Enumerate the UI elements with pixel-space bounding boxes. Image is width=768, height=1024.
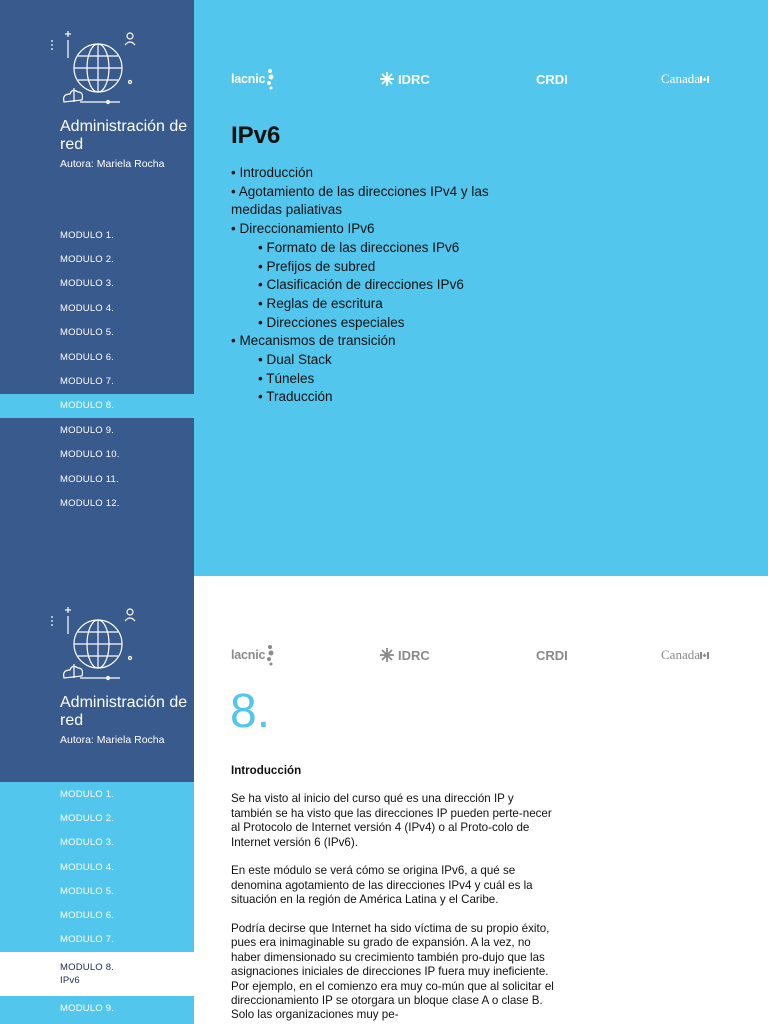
nav-module-5[interactable]: MODULO 5. xyxy=(60,885,115,897)
nav-module-12[interactable]: MODULO 12. xyxy=(60,497,120,509)
toc-item[interactable]: • Direccionamiento IPv6 xyxy=(231,221,375,237)
nav-module-4[interactable]: MODULO 4. xyxy=(60,302,115,314)
canada-logo xyxy=(661,642,712,668)
lacnic-dots-icon xyxy=(265,67,275,91)
nav-module-4[interactable]: MODULO 4. xyxy=(60,861,115,873)
globe-network-icon xyxy=(50,28,140,106)
lacnic-logo xyxy=(231,66,278,92)
paragraph: Podría decirse que Internet ha sido víctima de su propio éxito, pues era inimaginable su grado de expansión. A la vez, no haber dimensionado su crecimiento también pro-dujo que las asignaciones iniciales de direcciones IP fuera muy ineficiente. Por ejemplo, en el comienzo era muy co-mún que al solicitar el direccionamiento IP se otorgara un bloque clase A o clase B. Solo las organizaciones muy pe- xyxy=(231,922,554,1022)
idrc-logo-text: IDRC xyxy=(398,71,430,87)
nav-module-9[interactable]: MODULO 9. xyxy=(60,1002,115,1014)
chapter-number-digit: 8 xyxy=(230,685,257,738)
canada-logo-text: Canada xyxy=(661,71,700,86)
nav-module-9[interactable]: MODULO 9. xyxy=(60,424,115,436)
chapter-number-dot: . xyxy=(256,685,271,738)
nav-module-3[interactable]: MODULO 3. xyxy=(60,278,115,290)
nav-module-8-label: MODULO 8. xyxy=(60,962,115,974)
nav-module-11[interactable]: MODULO 11. xyxy=(60,473,119,485)
nav-module-8[interactable]: MODULO 8. xyxy=(0,394,194,418)
toc-subitem[interactable]: • Direcciones especiales xyxy=(258,314,405,330)
nav-module-6[interactable]: MODULO 6. xyxy=(60,910,115,922)
toc-subitem[interactable]: • Clasificación de direcciones IPv6 xyxy=(258,277,464,293)
idrc-logo xyxy=(379,66,430,92)
chapter-body xyxy=(231,764,557,1024)
section-heading: Introducción xyxy=(231,764,302,777)
crdi-logo: CRDI xyxy=(536,647,568,663)
document-title: Administración de red xyxy=(60,694,188,729)
table-of-contents xyxy=(231,164,531,407)
module-nav xyxy=(0,223,194,516)
toc-subitem[interactable]: • Prefijos de subred xyxy=(258,258,376,274)
nav-module-1[interactable]: MODULO 1. xyxy=(60,788,115,800)
lacnic-logo xyxy=(231,642,278,668)
document-author: Autora: Mariela Rocha xyxy=(60,158,165,170)
idrc-snowflake-icon xyxy=(379,71,395,87)
canada-flag-icon xyxy=(700,76,709,83)
document-title: Administración de red xyxy=(60,118,188,153)
idrc-snowflake-icon xyxy=(379,647,395,663)
lacnic-logo-text: lacnic xyxy=(231,648,266,662)
paragraph: En este módulo se verá cómo se origina IPv6, a qué se denomina agotamiento de las direcciones IPv4 y cuál es la situación en la región de América Latina y el Caribe. xyxy=(231,864,533,907)
nav-module-8[interactable] xyxy=(0,952,194,996)
page-2 xyxy=(0,576,768,1024)
toc-subitem[interactable]: • Reglas de escritura xyxy=(258,295,383,311)
canada-logo-text: Canada xyxy=(661,647,700,662)
globe-network-icon xyxy=(50,604,140,682)
chapter-number xyxy=(230,685,271,738)
nav-module-7[interactable]: MODULO 7. xyxy=(60,376,115,388)
module-title: IPv6 xyxy=(231,122,281,149)
nav-module-3[interactable]: MODULO 3. xyxy=(60,837,115,849)
paragraph: Se ha visto al inicio del curso qué es una dirección IP y también se ha visto que las direcciones IP pueden perte-necer al Protocolo de Internet versión 4 (IPv4) o al Proto-colo de Internet versión 6 (IPv6). xyxy=(231,792,552,849)
sponsor-logos xyxy=(231,66,711,92)
toc-item[interactable]: • Introducción xyxy=(231,165,314,180)
nav-module-7[interactable]: MODULO 7. xyxy=(60,934,115,946)
lacnic-dots-icon xyxy=(265,643,275,667)
toc-subitem[interactable]: • Dual Stack xyxy=(258,352,332,368)
document-author: Autora: Mariela Rocha xyxy=(60,734,165,746)
toc-subitem[interactable]: • Traducción xyxy=(258,389,333,405)
toc-subitem[interactable]: • Túneles xyxy=(258,370,315,386)
toc-subitem[interactable]: • Formato de las direcciones IPv6 xyxy=(258,239,460,255)
nav-module-8-sublabel: IPv6 xyxy=(60,975,80,987)
nav-module-2[interactable]: MODULO 2. xyxy=(60,254,115,266)
canada-flag-icon xyxy=(700,652,709,659)
nav-module-6[interactable]: MODULO 6. xyxy=(60,351,115,363)
toc-item[interactable]: • Agotamiento de las direcciones IPv4 y las medidas paliativas xyxy=(231,183,489,218)
nav-module-1[interactable]: MODULO 1. xyxy=(60,229,115,241)
sidebar xyxy=(0,576,194,1024)
sidebar xyxy=(0,0,194,576)
crdi-logo: CRDI xyxy=(536,71,568,87)
module-nav xyxy=(0,782,194,1020)
idrc-logo-text: IDRC xyxy=(398,647,430,663)
idrc-logo xyxy=(379,642,430,668)
lacnic-logo-text: lacnic xyxy=(231,72,266,86)
sponsor-logos xyxy=(231,642,711,668)
toc-item[interactable]: • Mecanismos de transición xyxy=(231,333,396,349)
nav-module-2[interactable]: MODULO 2. xyxy=(60,812,115,824)
nav-module-10[interactable]: MODULO 10. xyxy=(60,449,120,461)
nav-module-5[interactable]: MODULO 5. xyxy=(60,327,115,339)
canada-logo xyxy=(661,66,712,92)
